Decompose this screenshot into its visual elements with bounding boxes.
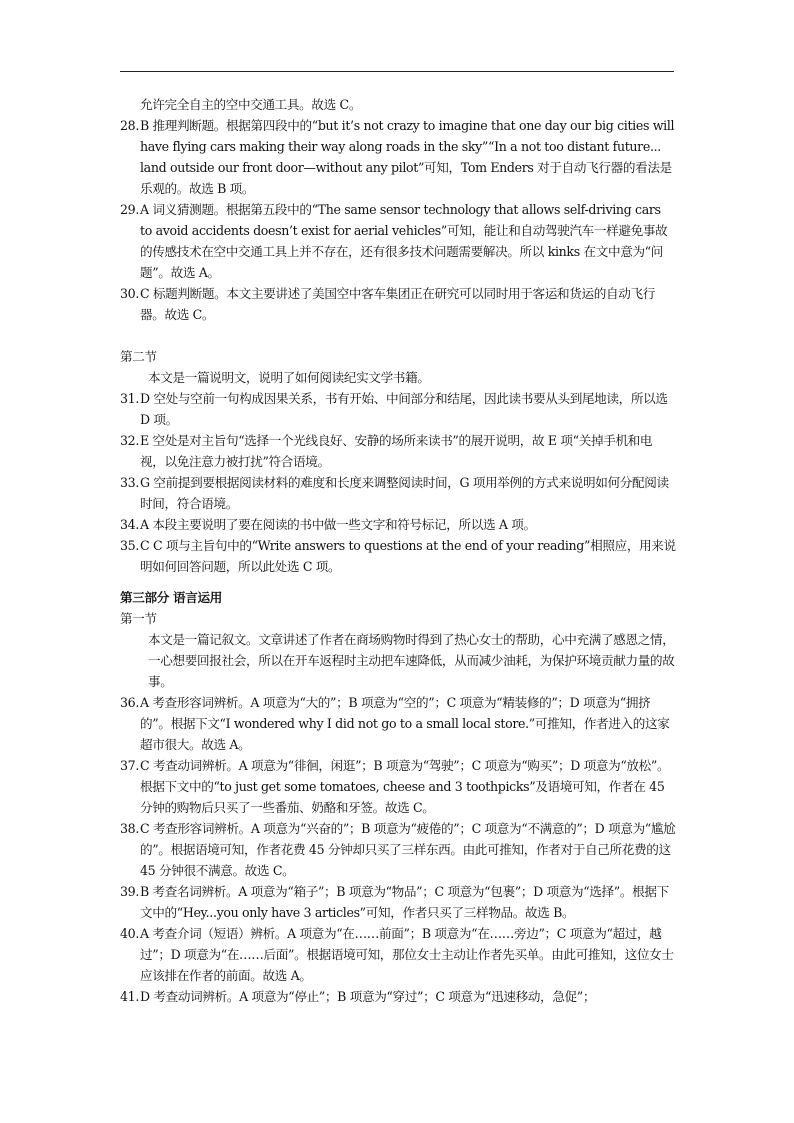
section-1-intro: 本文是一篇记叙文。文章讲述了作者在商场购物时得到了热心女士的帮助，心中充满了感恩之情，一心想要回报社会，所以在开车返程时主动把车速降低，从而减少油耗，为保护环境贡献力量的故事。 [148, 632, 675, 689]
item-number: 35. [120, 538, 139, 553]
item-number: 30. [120, 286, 139, 301]
page-content [120, 94, 676, 1007]
answer-item-37 [120, 755, 676, 818]
item-number: 28. [120, 118, 139, 133]
answer-list-reading [120, 115, 676, 325]
section-1-heading: 第一节 [120, 611, 157, 626]
item-text: C 考查形容词辨析。A 项意为“兴奋的”；B 项意为“疲倦的”；C 项意为“不满意的”；D 项意为“尴尬的”。根据语境可知，作者花费 45 分钟却只买了三样东西。由此可推知，作者对于自己所花费的这 45 分钟很不满意。故选 C。 [140, 821, 676, 878]
item-text: D 考查动词辨析。A 项意为“停止”；B 项意为“穿过”；C 项意为“迅速移动，急促”； [140, 989, 596, 1004]
section-2-heading: 第二节 [120, 349, 157, 364]
part-3-title: 第三部分 语言运用 [120, 590, 222, 605]
item-text: G 空前提到要根据阅读材料的难度和长度来调整阅读时间，G 项用举例的方式来说明如何分配阅读时间，符合语境。 [140, 475, 669, 511]
item-text: E 空处是对主旨句“选择一个光线良好、安静的场所来读书”的展开说明，故 E 项“关掉手机和电视，以免注意力被打扰”符合语境。 [140, 433, 653, 469]
answer-item-40 [120, 923, 676, 986]
item-text: B 推理判断题。根据第四段中的“but it’s not crazy to imagine that one day our big cities will have flying cars making their way along roads in the sky”“In a not too distant future... land outside our front door—without any pilot”可知，Tom Enders 对于自动飞行器的看法是乐观的。故选 B 项。 [140, 118, 675, 196]
item-number: 29. [120, 202, 139, 217]
item-text: A 考查介词（短语）辨析。A 项意为“在……前面”；B 项意为“在……旁边”；C 项意为“超过，越过”；D 项意为“在……后面”。根据语境可知，那位女士主动让作者先买单。由此可推知，这位女士应该排在作者的前面。故选 A。 [140, 926, 674, 983]
item-text: B 考查名词辨析。A 项意为“箱子”；B 项意为“物品”；C 项意为“包裹”；D 项意为“选择”。根据下文中的“Hey...you only have 3 articles”可知，作者只买了三样物品。故选 B。 [140, 884, 669, 920]
answer-item-34 [120, 514, 676, 535]
answer-item-35 [120, 535, 676, 577]
item-number: 38. [120, 821, 139, 836]
item-number: 36. [120, 695, 139, 710]
answer-item-31 [120, 388, 676, 430]
answer-item-28 [120, 115, 676, 199]
section-2-intro: 本文是一篇说明文，说明了如何阅读纪实文学书籍。 [148, 370, 430, 385]
item-text: C 标题判断题。本文主要讲述了美国空中客车集团正在研究可以同时用于客运和货运的自动飞行器。故选 C。 [140, 286, 655, 322]
item-number: 34. [120, 517, 139, 532]
header-rule [120, 71, 674, 72]
item-text: A 考查形容词辨析。A 项意为“大的”；B 项意为“空的”；C 项意为“精装修的”；D 项意为“拥挤的”。根据下文“I wondered why I did not go to a small local store.”可推知，作者进入的这家超市很大。故选 A。 [140, 695, 670, 752]
answer-item-33 [120, 472, 676, 514]
item-number: 40. [120, 926, 139, 941]
item-number: 33. [120, 475, 139, 490]
answer-list-cloze [120, 692, 676, 1007]
continuation-text: 允许完全自主的空中交通工具。故选 C。 [140, 97, 362, 112]
item-number: 31. [120, 391, 139, 406]
answer-item-38 [120, 818, 676, 881]
item-text: A 本段主要说明了要在阅读的书中做一些文字和符号标记，所以选 A 项。 [140, 517, 536, 532]
item-text: C C 项与主旨句中的“Write answers to questions at the end of your reading”相照应，用来说明如何回答问题，所以此处选 C 项。 [140, 538, 676, 574]
answer-item-29 [120, 199, 676, 283]
item-text: D 空处与空前一句构成因果关系，书有开始、中间部分和结尾，因此读书要从头到尾地读，所以选 D 项。 [140, 391, 668, 427]
item-number: 39. [120, 884, 139, 899]
answer-item-30 [120, 283, 676, 325]
answer-item-41 [120, 986, 676, 1007]
item-text: A 词义猜测题。根据第五段中的“The same sensor technology that allows self-driving cars to avoid accidents doesn’t exist for aerial vehicles”可知，能让和自动驾驶汽车一样避免事故的传感技术在空中交通工具上并不存在，还有很多技术问题需要解决。所以 kinks 在文中意为“问题”。故选 A。 [140, 202, 668, 280]
item-text: C 考查动词辨析。A 项意为“徘徊，闲逛”；B 项意为“驾驶”；C 项意为“购买”；D 项意为“放松”。根据下文中的“to just get some tomatoes, cheese and 3 toothpicks”及语境可知，作者在 45 分钟的购物后只买了一些番茄、奶酪和牙签。故选 C。 [140, 758, 670, 815]
item-number: 32. [120, 433, 139, 448]
answer-list-section-2 [120, 388, 676, 577]
item-number: 41. [120, 989, 139, 1004]
answer-item-39 [120, 881, 676, 923]
answer-item-36 [120, 692, 676, 755]
answer-item-32 [120, 430, 676, 472]
item-number: 37. [120, 758, 139, 773]
